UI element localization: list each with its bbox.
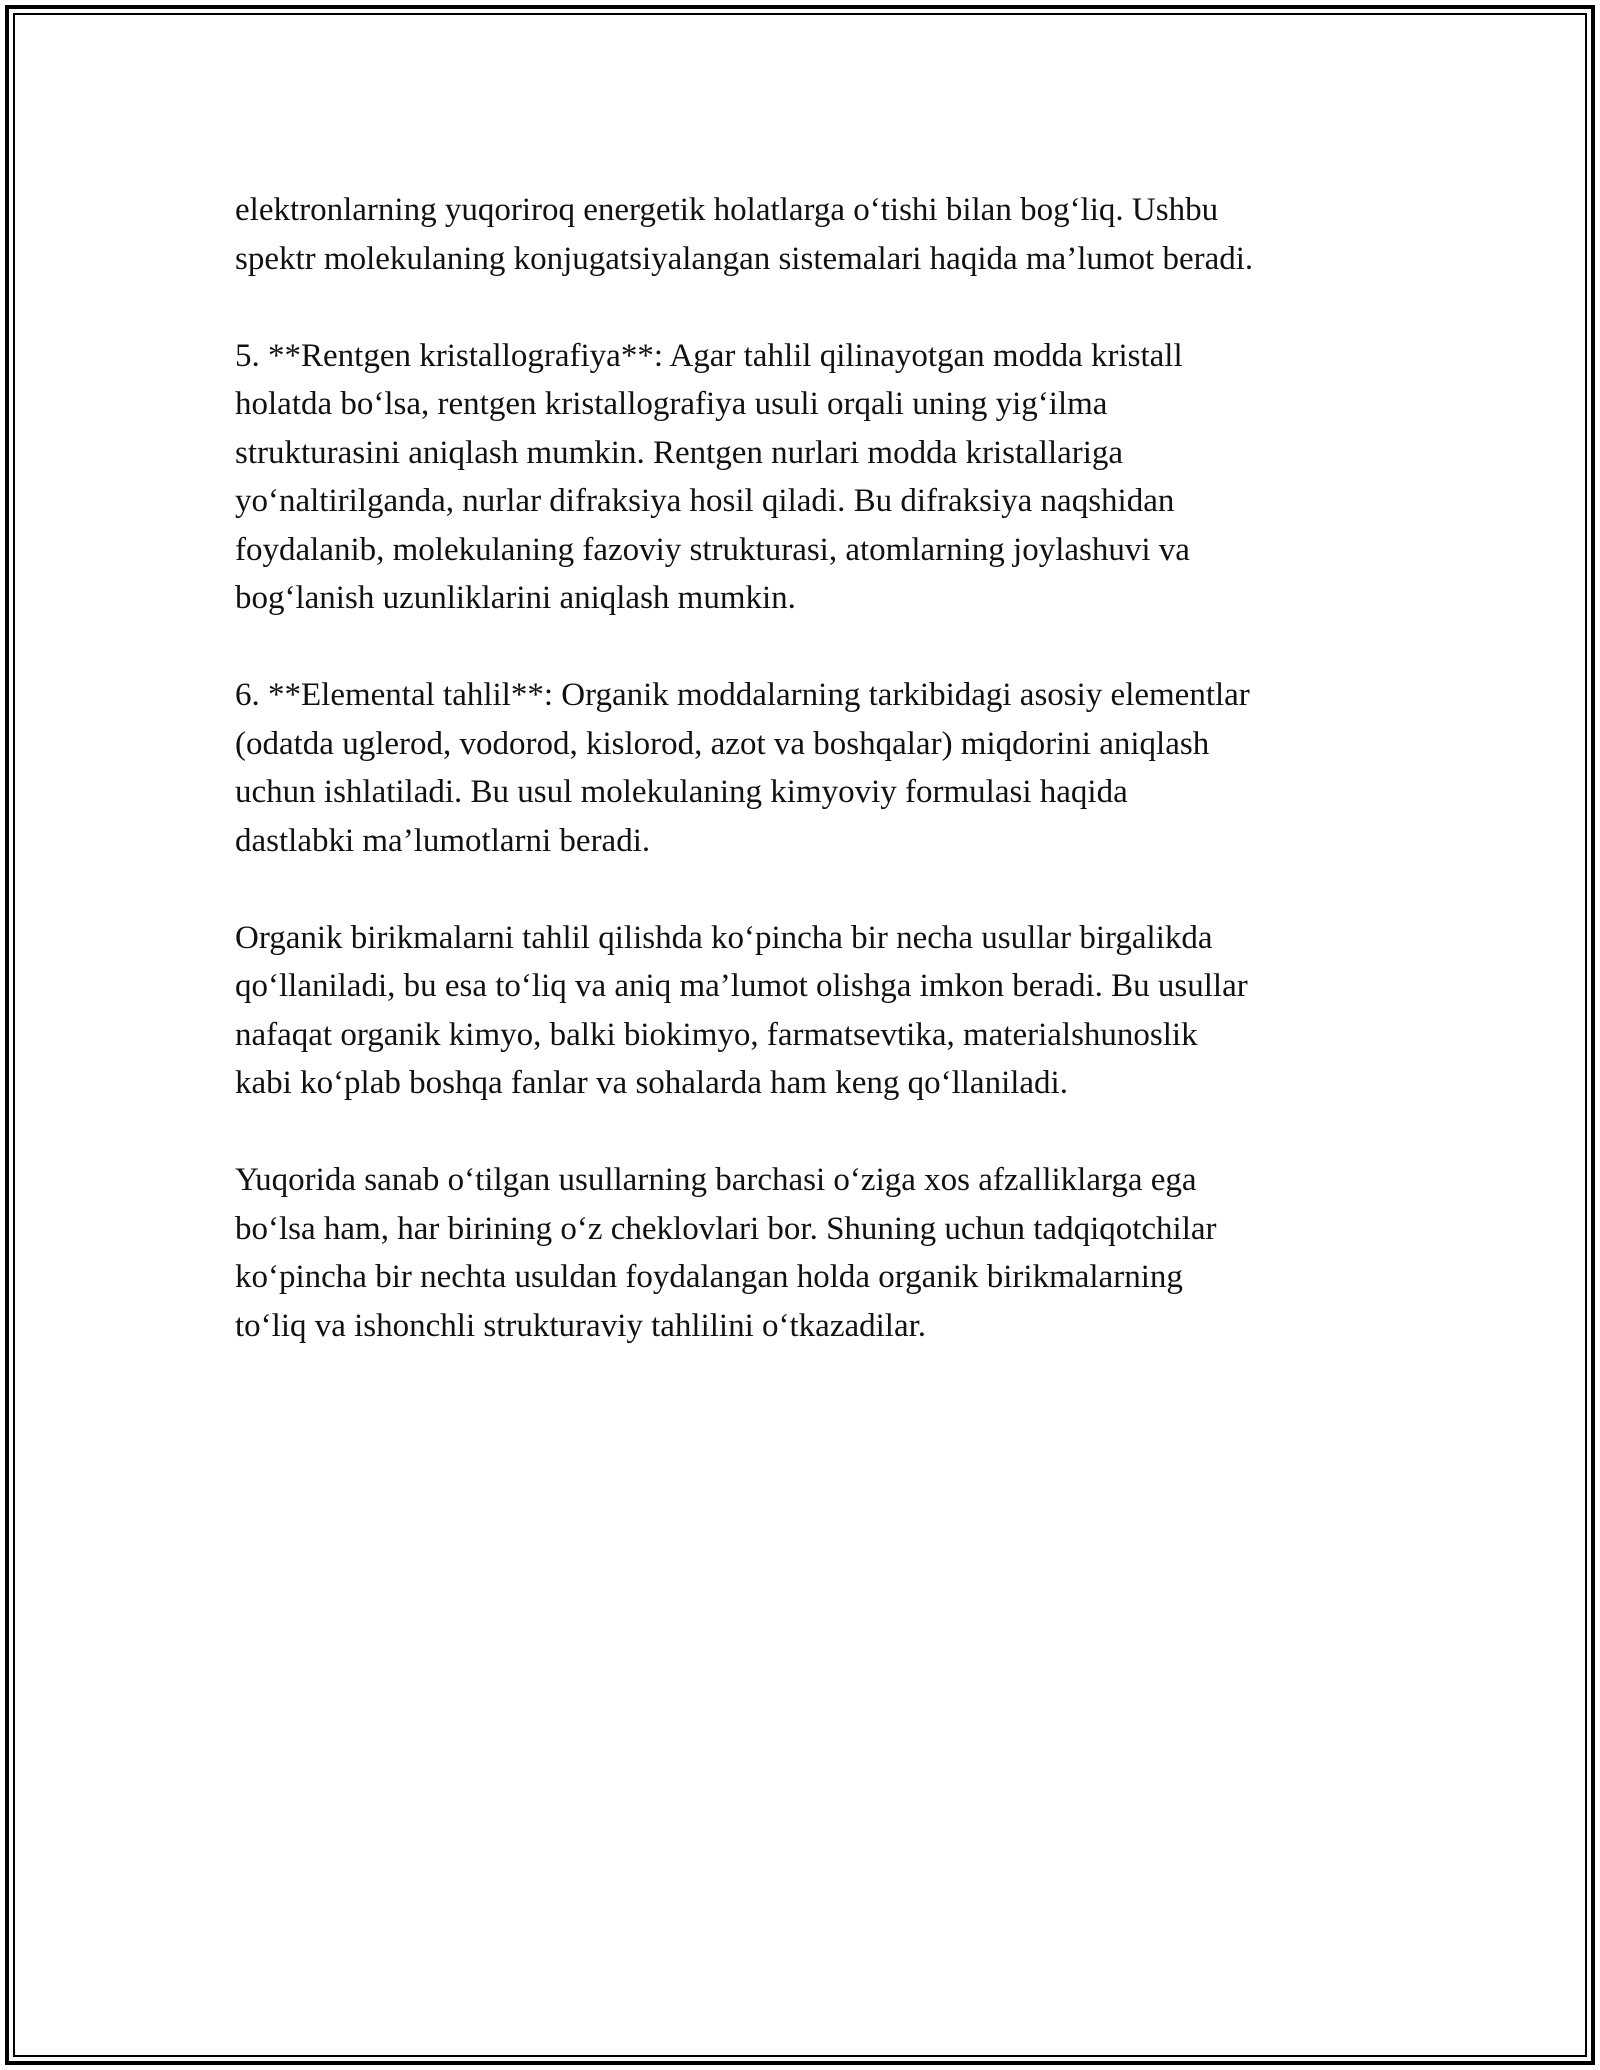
text-line: 5. **Rentgen kristallografiya**: Agar tahlil qilinayotgan modda kristall <box>235 337 1183 374</box>
text-line: foydalanib, molekulaning fazoviy strukturasi, atomlarning joylashuvi va <box>235 531 1190 568</box>
document-body <box>235 186 1395 1399</box>
text-line: yo‘naltirilganda, nurlar difraksiya hosil qiladi. Bu difraksiya naqshidan <box>235 483 1175 519</box>
text-line: elektronlarning yuqoriroq energetik holatlarga o‘tishi bilan bog‘liq. Ushbu <box>235 192 1219 228</box>
text-line: bog‘lanish uzunliklarini aniqlash mumkin. <box>235 580 796 616</box>
text-line: qo‘llaniladi, bu esa to‘liq va aniq ma’lumot olishga imkon beradi. Bu usullar <box>235 968 1248 1004</box>
text-line: Yuqorida sanab o‘tilgan usullarning barchasi o‘ziga xos afzalliklarga ega <box>235 1162 1197 1198</box>
paragraph-elemental-tahlil <box>235 671 1395 865</box>
text-line: bo‘lsa ham, har birining o‘z cheklovlari bor. Shuning uchun tadqiqotchilar <box>235 1210 1217 1247</box>
text-line: (odatda uglerod, vodorod, kislorod, azot va boshqalar) miqdorini aniqlash <box>235 725 1210 762</box>
text-line: uchun ishlatiladi. Bu usul molekulaning kimyoviy formulasi haqida <box>235 774 1128 810</box>
text-line: to‘liq va ishonchli strukturaviy tahlilini o‘tkazadilar. <box>235 1307 927 1344</box>
text-line: holatda bo‘lsa, rentgen kristallografiya usuli orqali uning yig‘ilma <box>235 386 1108 422</box>
text-line: Organik birikmalarni tahlil qilishda ko‘pincha bir necha usullar birgalikda <box>235 919 1213 956</box>
paragraph-spectr-continuation <box>235 186 1395 283</box>
text-line: strukturasini aniqlash mumkin. Rentgen nurlari modda kristallariga <box>235 434 1124 471</box>
text-line: dastlabki ma’lumotlarni beradi. <box>235 822 651 859</box>
paragraph-rentgen-kristallografiya <box>235 332 1395 623</box>
text-line: kabi ko‘plab boshqa fanlar va sohalarda ham keng qo‘llaniladi. <box>235 1065 1068 1101</box>
text-line: ko‘pincha bir nechta usuldan foydalangan holda organik birikmalarning <box>235 1259 1183 1295</box>
paragraph-usullar-birgalikda <box>235 914 1395 1108</box>
text-line: nafaqat organik kimyo, balki biokimyo, farmatsevtika, materialshunoslik <box>235 1016 1198 1053</box>
paragraph-xulosa <box>235 1156 1395 1350</box>
text-line: spektr molekulaning konjugatsiyalangan sistemalari haqida ma’lumot beradi. <box>235 240 1254 277</box>
text-line: 6. **Elemental tahlil**: Organik moddalarning tarkibidagi asosiy elementlar <box>235 677 1250 713</box>
